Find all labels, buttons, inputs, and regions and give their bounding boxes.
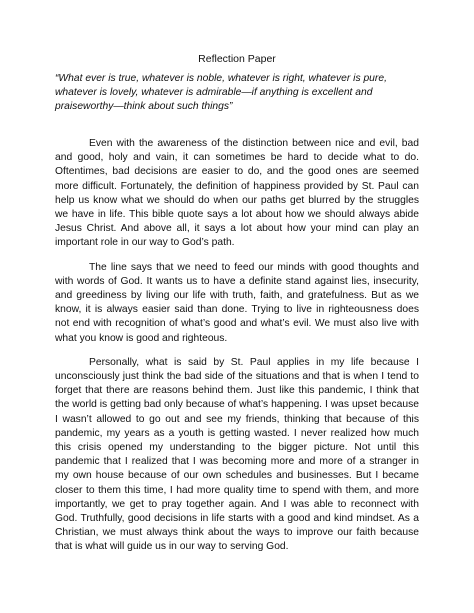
paragraph-2: The line says that we need to feed our minds with good thoughts and with words of God. It wants us to have a definite stand against lies, insecurity, and greediness by living our life with truth, faith, and gratefulness. But as we know, it is always easier said than done. Trying to live in righteousness does not end with recognition of what’s good and what’s evil. We must also live with what you know is good and righteous. (55, 261, 419, 344)
bible-quote: “What ever is true, whatever is noble, whatever is right, whatever is pure, whatever is lovely, whatever is admirable—if anything is excellent and praiseworthy—think about such things” (55, 73, 387, 112)
paragraph-3: Personally, what is said by St. Paul applies in my life because I unconsciously just think the bad side of the situations and that is when I tend to forget that there are reasons behind them. Just like this pandemic, I think that the world is getting bad only because of what’s happening. I was upset because I wasn’t allowed to go out and see my friends, thinking that because of this pandemic, my years as a youth is getting wasted. I never realized how much this crisis opened my understanding to the bigger picture. Not until this pandemic that I realized that I was becoming more and more of a stranger in my own house because of our own schedules and businesses. But I became closer to them this time, I had more quality time to spend with them, and more importantly, we get to pray together again. And I was able to reconnect with God. Truthfully, good decisions in life starts with a good and kind mindset. As a Christian, we must always think about the ways to improve our faith because that is what will guide us in our way to serving God. (55, 356, 419, 553)
document-title: Reflection Paper (198, 53, 276, 65)
document-body (55, 137, 419, 565)
paragraph-1: Even with the awareness of the distinction between nice and evil, bad and good, holy and vain, it can sometimes be hard to decide what to do. Oftentimes, bad decisions are easier to do, and the good ones are seemed more difficult. Fortunately, the definition of happiness provided by St. Paul can help us know what we should do when our paths get blurred by the struggles we have in life. This bible quote says a lot about how we should always abide Jesus Christ. And above all, it says a lot about how your mind can play an important role in our way to God’s path. (55, 138, 419, 249)
